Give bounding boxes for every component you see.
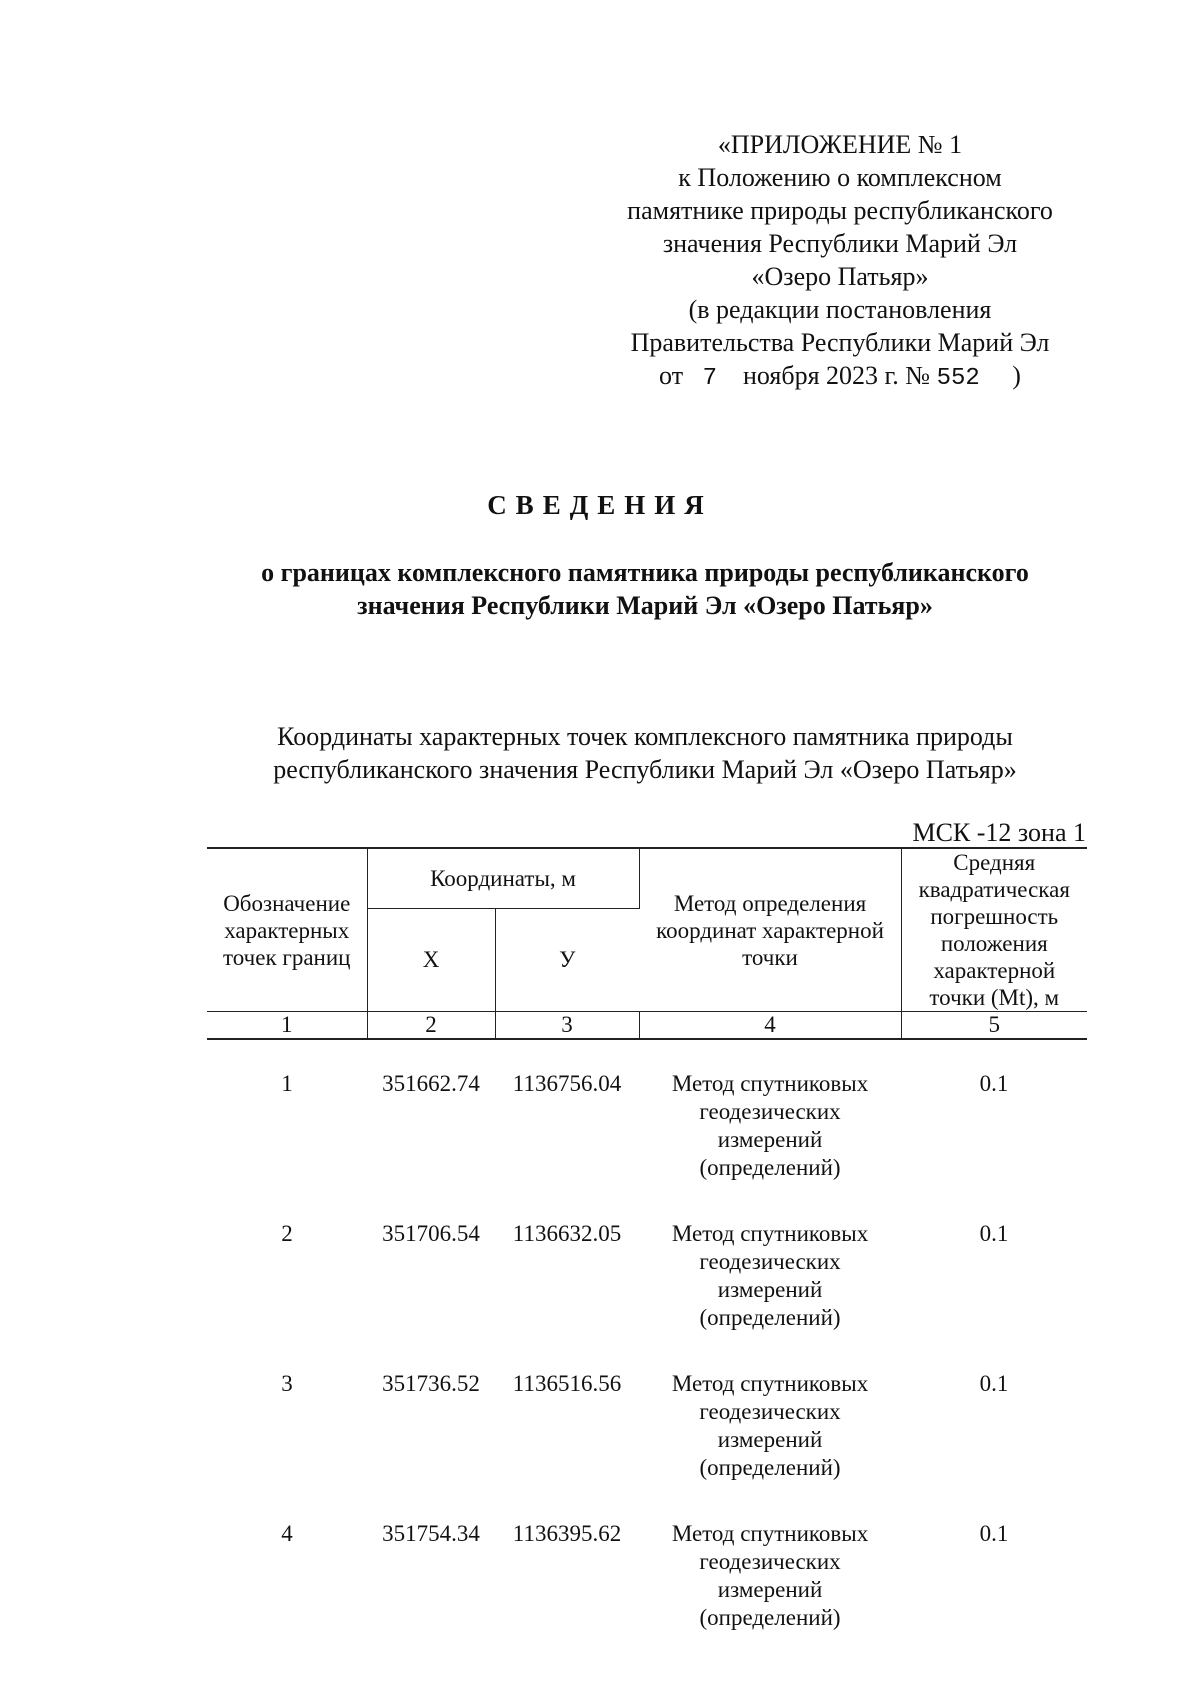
method-line: Метод спутниковых	[671, 1071, 869, 1096]
appendix-date-line	[590, 359, 1090, 395]
method-line: (определений)	[699, 1605, 841, 1630]
method-line: геодезических	[699, 1549, 841, 1574]
column-number: 3	[495, 1012, 639, 1040]
header-x: Х	[367, 908, 495, 1011]
method-line: измерений	[717, 1277, 823, 1302]
subtitle-line: о границах комплексного памятника природы республиканского	[261, 558, 1029, 587]
appendix-ref-line: к Положению о комплексном	[678, 163, 1002, 192]
method-line: (определений)	[699, 1455, 841, 1480]
cell-x: 351706.54	[382, 1221, 480, 1246]
date-close-paren: )	[1012, 361, 1021, 390]
cell-point: 4	[281, 1521, 293, 1546]
appendix-ref-line: Правительства Республики Марий Эл	[630, 328, 1050, 357]
cell-point: 2	[281, 1221, 293, 1246]
table-row	[207, 1039, 1087, 1182]
cell-error: 0.1	[979, 1221, 1009, 1246]
coordinates-table	[207, 847, 1087, 1632]
cell-method	[639, 1220, 901, 1332]
cell-error: 0.1	[979, 1371, 1009, 1396]
method-line: геодезических	[699, 1099, 841, 1124]
date-month-year: ноября 2023 г. №	[742, 361, 931, 390]
method-line: (определений)	[699, 1305, 841, 1330]
caption-line: республиканского значения Республики Марий Эл «Озеро Патьяр»	[273, 755, 1017, 784]
cell-x: 351662.74	[382, 1071, 480, 1096]
cell-y: 1136516.56	[512, 1371, 622, 1396]
column-number: 4	[639, 1012, 901, 1040]
column-number: 5	[901, 1012, 1087, 1040]
cell-y: 1136756.04	[512, 1071, 622, 1096]
appendix-ref-line: (в редакции постановления	[688, 295, 992, 324]
cell-y: 1136395.62	[512, 1521, 622, 1546]
appendix-ref-line: памятнике природы республиканского	[627, 196, 1053, 225]
header-point: Обозначение характерных точек границ	[207, 848, 367, 1012]
cell-method	[639, 1520, 901, 1632]
cell-error: 0.1	[979, 1071, 1009, 1096]
appendix-ref-line: «Озеро Патьяр»	[751, 262, 929, 291]
header-error: Средняя квадратическая погрешность положения характерной точки (Mt), м	[901, 848, 1087, 1012]
method-line: Метод спутниковых	[671, 1521, 869, 1546]
method-line: (определений)	[699, 1155, 841, 1180]
method-line: измерений	[717, 1127, 823, 1152]
cell-method	[639, 1370, 901, 1482]
date-day: 7	[702, 365, 717, 392]
method-line: измерений	[717, 1427, 823, 1452]
cell-x: 351754.34	[382, 1521, 480, 1546]
date-prefix: от	[659, 361, 684, 390]
table-row	[207, 1520, 1087, 1632]
appendix-title: «ПРИЛОЖЕНИЕ № 1	[717, 130, 963, 159]
table-row	[207, 1220, 1087, 1332]
coordinate-system-label: МСК -12 зона 1	[912, 818, 1086, 847]
column-number: 1	[207, 1012, 367, 1040]
cell-method	[639, 1039, 901, 1182]
cell-point: 3	[281, 1371, 293, 1396]
appendix-header	[590, 128, 1090, 395]
subtitle-line: значения Республики Марий Эл «Озеро Патьяр»	[357, 591, 933, 620]
method-line: геодезических	[699, 1249, 841, 1274]
appendix-ref-line: значения Республики Марий Эл	[662, 229, 1018, 258]
method-line: геодезических	[699, 1399, 841, 1424]
table-row	[207, 1370, 1087, 1482]
caption-line: Координаты характерных точек комплексного памятника природы	[277, 722, 1013, 751]
method-line: Метод спутниковых	[671, 1221, 869, 1246]
document-title: СВЕДЕНИЯ	[487, 490, 713, 520]
method-line: измерений	[717, 1577, 823, 1602]
table-caption	[100, 720, 1190, 786]
cell-y: 1136632.05	[512, 1221, 622, 1246]
cell-x: 351736.52	[382, 1371, 480, 1396]
document-subtitle	[100, 556, 1190, 622]
cell-error: 0.1	[979, 1521, 1009, 1546]
method-line: Метод спутниковых	[671, 1371, 869, 1396]
header-coords: Координаты, м	[367, 848, 639, 908]
header-method: Метод определения координат характерной точки	[639, 848, 901, 1012]
decree-number: 552	[936, 365, 980, 392]
header-y: У	[495, 908, 639, 1011]
cell-point: 1	[281, 1071, 293, 1096]
column-number: 2	[367, 1012, 495, 1040]
